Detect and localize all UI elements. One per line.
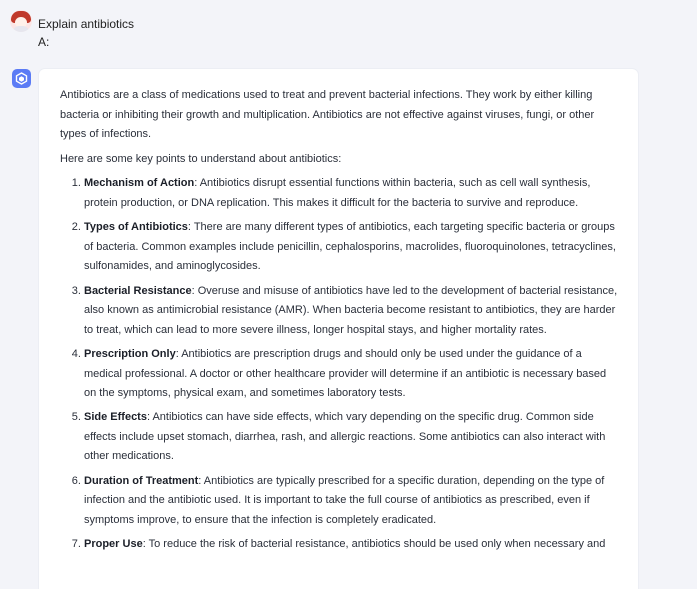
list-item [84,345,618,404]
answer-intro: Antibiotics are a class of medications used to treat and prevent bacterial infections. They work by either killing bacteria or inhibiting their growth and multiplication. Antibiotics are not effective against viruses, fungi, or other types of infections. [60,89,595,141]
list-item [84,472,618,531]
list-item [84,535,618,555]
point-title: Prescription Only [84,347,176,360]
user-prompt: Explain antibiotics [38,17,135,31]
point-title: Duration of Treatment [84,474,199,487]
point-text: : Antibiotics can have side effects, which vary depending on the specific drug. Common side effects include upset stomach, diarrhea, rash, and allergic reactions. Some antibiotics can also interact with other medications. [84,411,606,463]
list-item [84,408,618,467]
point-text: : To reduce the risk of bacterial resistance, antibiotics should be used only when necessary and [142,538,606,551]
point-text: : Overuse and misuse of antibiotics have led to the development of bacterial resistance, also known as antimicrobial resistance (AMR). When bacteria become resistant to antibiotics, they are harder to treat, which can lead to more severe illness, longer hospital stays, and higher mortality rates. [84,284,618,336]
point-title: Bacterial Resistance [84,284,192,297]
user-message [10,10,134,51]
point-text: : Antibiotics are prescription drugs and should only be used under the guidance of a medical professional. A doctor or other healthcare provider will determine if an antibiotic is necessary based on the symptoms, physical exam, and sometimes laboratory tests. [84,347,607,400]
point-text: : Antibiotics disrupt essential functions within bacteria, such as cell wall synthesis, protein production, or DNA replication. This makes it difficult for the bacteria to survive and reproduce. [84,177,591,209]
assistant-answer-card [39,69,638,589]
list-item [84,218,618,277]
list-item [84,282,618,341]
key-points-list [60,174,618,554]
point-text: : There are many different types of antibiotics, each targeting specific bacteria or groups of bacteria. Common examples include penicillin, cephalosporins, macrolides, fluoroquinolones, tetracyclines, sulfonamides, and aminoglycosides. [84,221,616,273]
point-title: Types of Antibiotics [84,221,188,234]
point-title: Side Effects [84,411,147,424]
answer-lead: Here are some key points to understand about antibiotics: [60,152,342,165]
point-title: Mechanism of Action [84,177,195,190]
point-title: Proper Use [84,538,143,551]
cube-logo-icon [12,69,31,88]
anime-girl-avatar-icon [10,10,32,32]
answer-prefix: A: [38,35,50,49]
user-message-text [38,15,134,51]
point-text: : Antibiotics are typically prescribed for a specific duration, depending on the type of infection and the antibiotic used. It is important to take the full course of antibiotics as prescribed, even if symptoms improve, to ensure that the infection is completely eradicated. [84,474,605,526]
list-item [84,174,618,213]
